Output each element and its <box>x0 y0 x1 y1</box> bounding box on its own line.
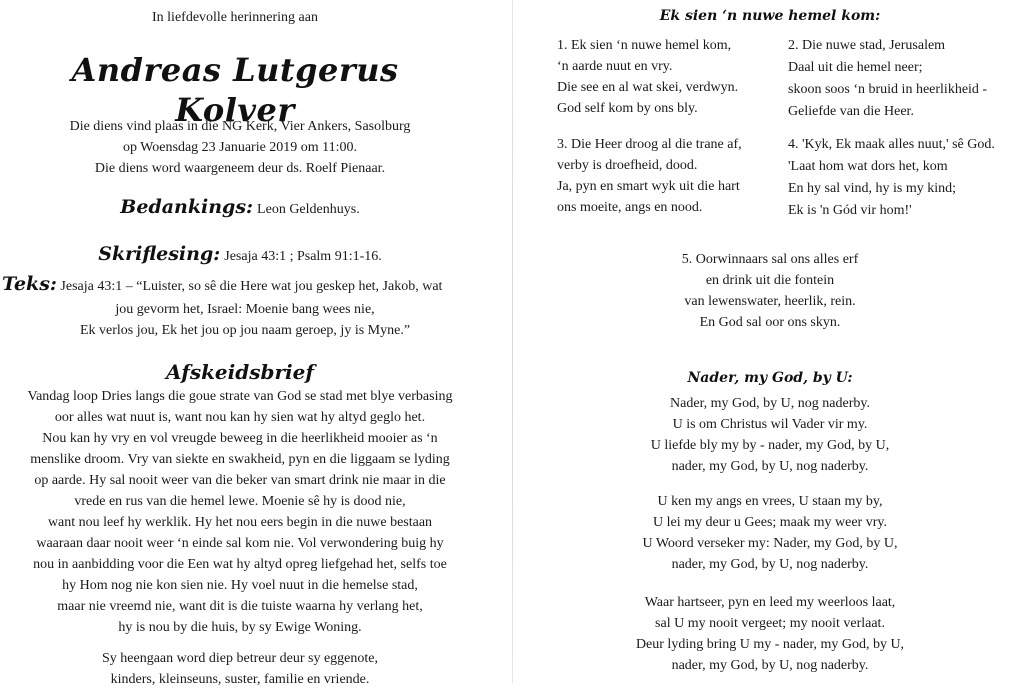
mourning-line: kinders, kleinseuns, suster, familie en vriende. <box>110 672 370 687</box>
verse-line: Deur lyding bring U my - nader, my God, by U, <box>635 637 905 652</box>
verse-line: God self kom by ons bly. <box>557 101 698 116</box>
verse-line: Waar hartseer, pyn en leed my weerloos laat, <box>644 595 896 610</box>
hymn1-title: Ek sien ‘n nuwe hemel kom: <box>659 8 881 24</box>
verse-line: ‘n aarde nuut en vry. <box>557 59 673 74</box>
letter-line: Vandag loop Dries langs die goue strate van God se stad met blye verbasing <box>27 389 453 404</box>
text-line: Jesaja 43:1 – “Luister, so sê die Here wat jou geskep het, Jakob, wat <box>60 279 443 294</box>
verse-line: sal U my nooit vergeet; my nooit verlaat. <box>655 616 885 631</box>
letter-line: vrede en rus van die hemel lewe. Moenie sê hy is dood nie, <box>74 494 406 509</box>
thanks-heading: Bedankings: <box>120 196 254 218</box>
hymn2-verse-3 <box>590 592 950 676</box>
verse-line: nader, my God, by U, nog naderby. <box>671 557 869 572</box>
verse-line: U is om Christus wil Vader vir my. <box>672 417 868 432</box>
verse-line: Geliefde van die Heer. <box>788 104 914 119</box>
service-line: Die diens vind plaas in die NG Kerk, Vier Ankers, Sasolburg <box>69 119 411 134</box>
verse-line: En hy sal vind, hy is my kind; <box>788 181 956 196</box>
letter-line: maar nie vreemd nie, want dit is die tuiste waarna hy verlang het, <box>57 599 423 614</box>
letter-line: nou in aanbidding voor die Een wat hy altyd opreg liefgehad het, selfs toe <box>33 557 447 572</box>
hymn1-verse-5 <box>640 249 900 333</box>
text-line: jou gevorm het, Israel: Moenie bang wees nie, <box>115 302 375 317</box>
letter-line: hy is nou by die huis, by sy Ewige Woning. <box>118 620 362 635</box>
verse-line: nader, my God, by U, nog naderby. <box>671 459 869 474</box>
deceased-name: Andreas Lutgerus Kolver <box>71 51 399 129</box>
memorial-intro: In liefdevolle herinnering aan <box>152 10 318 25</box>
verse-line: nader, my God, by U, nog naderby. <box>671 658 869 673</box>
verse-line: Nader, my God, by U, nog naderby. <box>670 396 870 411</box>
letter-line: waaraan daar nooit weer ‘n einde sal kom nie. Vol verwondering buig hy <box>36 536 444 551</box>
verse-line: U ken my angs en vrees, U staan my by, <box>657 494 883 509</box>
verse-line: Ja, pyn en smart wyk uit die hart <box>557 179 740 194</box>
verse-line: en drink uit die fontein <box>705 273 835 288</box>
hymn1-verse-4 <box>788 134 1022 222</box>
verse-line: Ek is 'n Gód vir hom!' <box>788 203 912 218</box>
hymn2-title: Nader, my God, by U: <box>687 370 853 386</box>
verse-line: 3. Die Heer droog al die trane af, <box>557 137 742 152</box>
letter-line: oor alles wat nuut is, want nou kan hy sien wat hy altyd geglo het. <box>54 410 426 425</box>
hymn1-verse-2 <box>788 35 1022 123</box>
verse-line: U liefde bly my by - nader, my God, by U, <box>650 438 890 453</box>
farewell-letter <box>0 386 480 638</box>
verse-line: ons moeite, angs en nood. <box>557 200 703 215</box>
verse-line: 'Laat hom wat dors het, kom <box>788 159 948 174</box>
verse-line: Daal uit die hemel neer; <box>788 60 923 75</box>
thanks-text: Leon Geldenhuys. <box>257 202 360 217</box>
verse-line: skoon soos ‘n bruid in heerlikheid - <box>788 82 988 97</box>
hymn1-verse-3 <box>557 134 777 218</box>
reading-section <box>20 243 460 267</box>
letter-line: want nou leef hy werklik. Hy het nou eers begin in die nuwe bestaan <box>47 515 433 530</box>
verse-line: 1. Ek sien ‘n nuwe hemel kom, <box>557 38 732 53</box>
text-heading: Teks: <box>2 273 57 295</box>
letter-line: menslike droom. Vry van siekte en swakheid, pyn en die liggaam se lyding <box>30 452 450 467</box>
service-details <box>10 116 470 179</box>
verse-line: van lewenswater, heerlik, rein. <box>684 294 856 309</box>
verse-line: verby is droefheid, dood. <box>557 158 698 173</box>
verse-line: 2. Die nuwe stad, Jerusalem <box>788 38 946 53</box>
mourning-notice <box>0 648 480 690</box>
hymn2-verse-2 <box>590 491 950 575</box>
reading-text: Jesaja 43:1 ; Psalm 91:1-16. <box>224 249 382 264</box>
text-section <box>2 272 488 341</box>
text-line: Ek verlos jou, Ek het jou op jou naam geroep, jy is Myne.” <box>79 323 411 338</box>
mourning-line: Sy heengaan word diep betreur deur sy eggenote, <box>101 651 378 666</box>
letter-line: hy Hom nog nie kon sien nie. Hy voel nuut in die hemelse stad, <box>62 578 418 593</box>
thanks-section <box>20 196 460 220</box>
service-line: op Woensdag 23 Januarie 2019 om 11:00. <box>122 140 358 155</box>
verse-line: Die see en al wat skei, verdwyn. <box>557 80 739 95</box>
verse-line: En God sal oor ons skyn. <box>699 315 841 330</box>
page-fold-divider <box>512 0 513 683</box>
letter-heading: Afskeidsbrief <box>166 360 314 384</box>
letter-line: op aarde. Hy sal nooit weer van die beker van smart drink nie maar in die <box>34 473 446 488</box>
letter-line: Nou kan hy vry en vol vreugde beweeg in die heerlikheid mooier as ‘n <box>42 431 438 446</box>
hymn2-verse-1 <box>590 393 950 477</box>
hymn1-verse-1 <box>557 35 777 119</box>
verse-line: 5. Oorwinnaars sal ons alles erf <box>681 252 859 267</box>
verse-line: U lei my deur u Gees; maak my weer vry. <box>653 515 887 530</box>
service-line: Die diens word waargeneem deur ds. Roelf Pienaar. <box>94 161 386 176</box>
verse-line: 4. 'Kyk, Ek maak alles nuut,' sê God. <box>788 137 995 152</box>
reading-heading: Skriflesing: <box>98 243 221 265</box>
verse-line: U Woord verseker my: Nader, my God, by U, <box>642 536 898 551</box>
